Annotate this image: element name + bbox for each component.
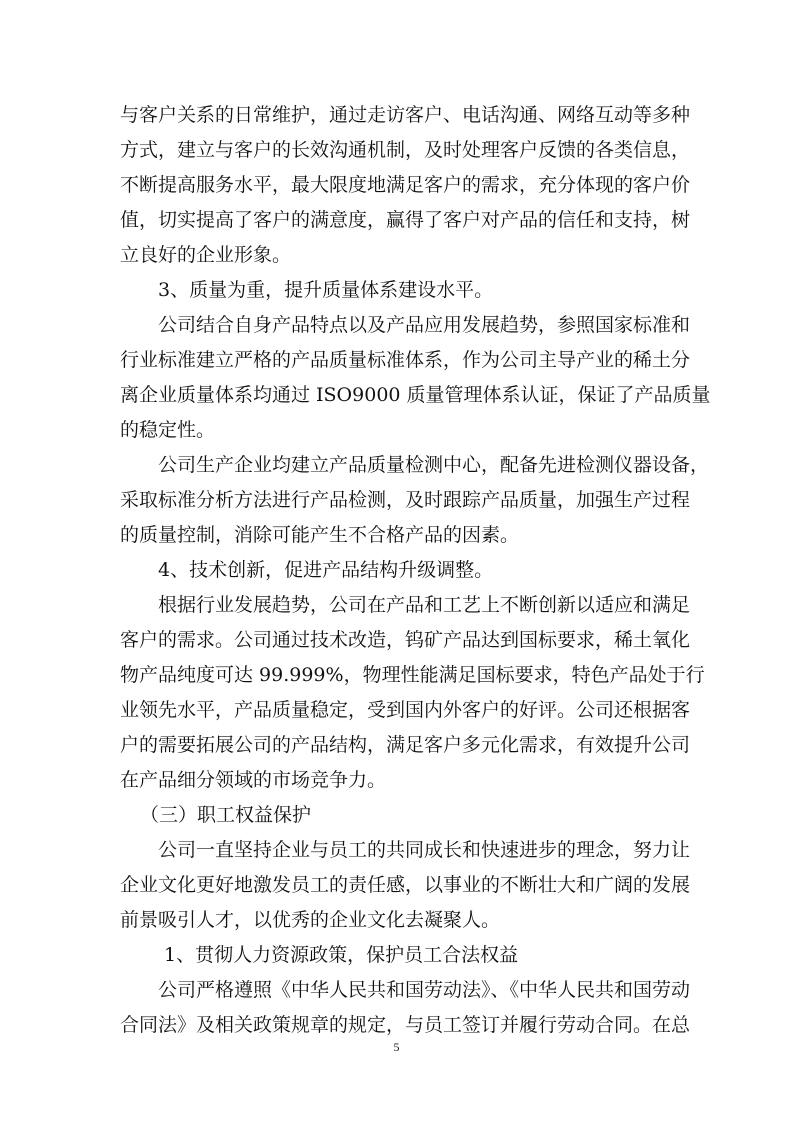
section-heading-employee-rights: （三）职工权益保护 <box>140 804 312 826</box>
paragraph-line: 企业文化更好地激发员工的责任感，以事业的不断壮大和广阔的发展 <box>120 874 691 896</box>
paragraph-line: 立良好的企业形象。 <box>120 244 292 266</box>
paragraph-line: 客户的需求。公司通过技术改造，钨矿产品达到国标要求，稀土氧化 <box>120 629 691 651</box>
section-heading-innovation: 4、技术创新，促进产品结构升级调整。 <box>158 559 494 581</box>
section-heading-hr-policy: 1、贯彻人力资源政策，保护员工合法权益 <box>164 944 519 966</box>
section-heading-quality: 3、质量为重，提升质量体系建设水平。 <box>158 279 494 301</box>
paragraph-line: 离企业质量体系均通过 ISO9000 质量管理体系认证，保证了产品质量 <box>120 384 711 406</box>
paragraph-line: 公司结合自身产品特点以及产品应用发展趋势，参照国家标准和 <box>158 314 691 336</box>
paragraph-line: 方式，建立与客户的长效沟通机制，及时处理客户反馈的各类信息， <box>120 139 691 161</box>
paragraph-line: 的稳定性。 <box>120 419 216 441</box>
paragraph-line: 公司生产企业均建立产品质量检测中心，配备先进检测仪器设备， <box>158 454 710 476</box>
paragraph-line: 物产品纯度可达 99.999%，物理性能满足国标要求，特色产品处于行 <box>120 664 705 686</box>
paragraph-line: 值，切实提高了客户的满意度，赢得了客户对产品的信任和支持，树 <box>120 209 691 231</box>
paragraph-line: 与客户关系的日常维护，通过走访客户、电话沟通、网络互动等多种 <box>120 104 691 126</box>
paragraph-line: 根据行业发展趋势，公司在产品和工艺上不断创新以适应和满足 <box>158 594 691 616</box>
paragraph-line: 业领先水平，产品质量稳定，受到国内外客户的好评。公司还根据客 <box>120 699 691 721</box>
paragraph-line: 户的需要拓展公司的产品结构，满足客户多元化需求，有效提升公司 <box>120 734 691 756</box>
paragraph-line: 公司一直坚持企业与员工的共同成长和快速进步的理念，努力让 <box>158 839 691 861</box>
paragraph-line: 采取标准分析方法进行产品检测，及时跟踪产品质量，加强生产过程 <box>120 489 691 511</box>
paragraph-line: 行业标准建立严格的产品质量标准体系，作为公司主导产业的稀土分 <box>120 349 691 371</box>
paragraph-line: 合同法》及相关政策规章的规定，与员工签订并履行劳动合同。在总 <box>120 1014 691 1036</box>
paragraph-line: 的质量控制，消除可能产生不合格产品的因素。 <box>120 524 520 546</box>
paragraph-line: 不断提高服务水平，最大限度地满足客户的需求，充分体现的客户价 <box>120 174 691 196</box>
paragraph-line: 公司严格遵照《中华人民共和国劳动法》、《中华人民共和国劳动 <box>158 979 691 1001</box>
paragraph-line: 前景吸引人才，以优秀的企业文化去凝聚人。 <box>120 909 501 931</box>
paragraph-line: 在产品细分领域的市场竞争力。 <box>120 769 387 791</box>
page-number: 5 <box>393 1040 400 1054</box>
